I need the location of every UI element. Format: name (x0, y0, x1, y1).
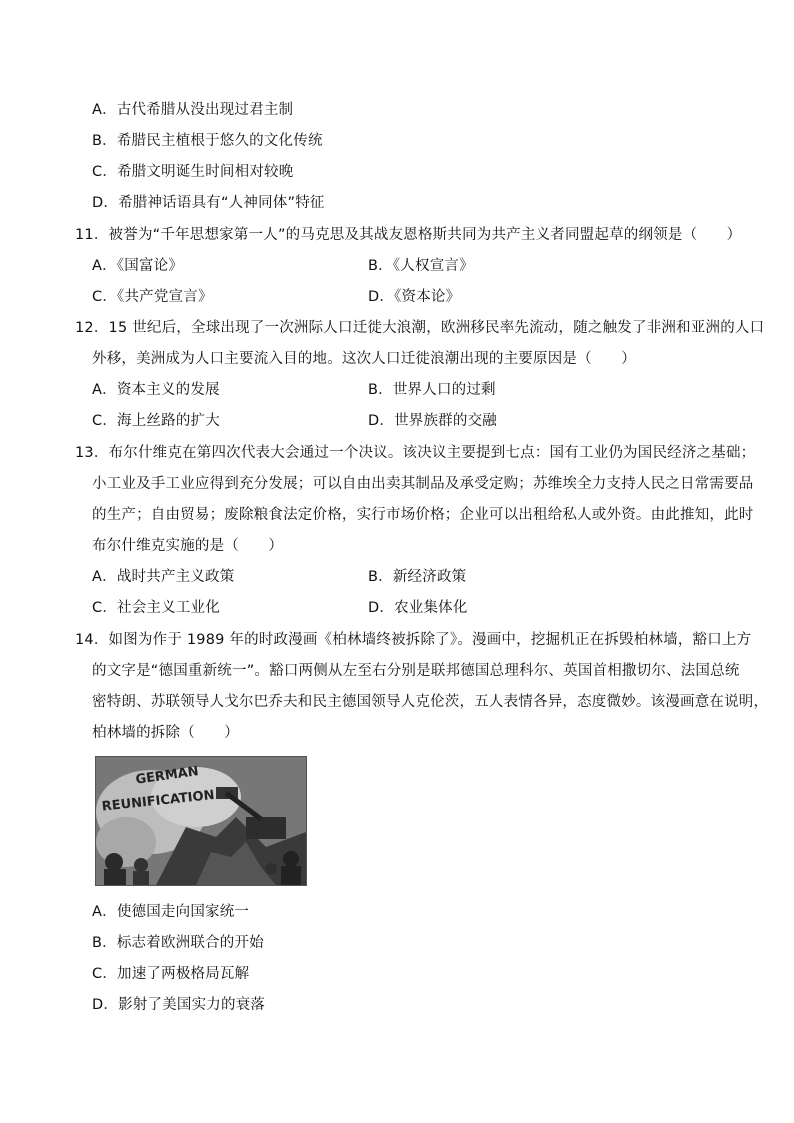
q14-stem-line2: 的文字是“德国重新统一”。豁口两侧从左至右分别是联邦德国总理科尔、英国首相撒切尔、法国总统 (92, 663, 740, 679)
berlin-wall-cartoon-image (95, 756, 307, 886)
q13-option-a: A．战时共产主义政策 (92, 569, 235, 585)
q14-stem-line3: 密特朗、苏联领导人戈尔巴乔夫和民主德国领导人克伦茨，五人表情各异，态度微妙。该漫画意在说明， (92, 694, 769, 710)
q13-option-b: B．新经济政策 (368, 569, 467, 585)
q14-option-c: C．加速了两极格局瓦解 (92, 966, 250, 982)
q14-option-a: A．使德国走向国家统一 (92, 904, 250, 920)
q13-stem-line4: 布尔什维克实施的是（ ） (92, 538, 284, 554)
q11-option-b: B．《人权宣言》 (368, 258, 474, 274)
q10-option-d: D．希腊神话语具有“人神同体”特征 (92, 195, 325, 211)
cartoon-text-reunification: REUNIFICATION (101, 787, 216, 815)
q13-stem-line3: 的生产；自由贸易；废除粮食法定价格，实行市场价格；企业可以出租给私人或外资。由此推知，此时 (92, 507, 754, 523)
q10-option-a: A．古代希腊从没出现过君主制 (92, 102, 294, 118)
q10-option-c: C．希腊文明诞生时间相对较晚 (92, 164, 294, 180)
cartoon-drawing (96, 757, 306, 885)
q13-option-c: C．社会主义工业化 (92, 600, 220, 616)
q12-option-b: B．世界人口的过剩 (368, 382, 496, 398)
q12-option-a: A．资本主义的发展 (92, 382, 220, 398)
q13-option-d: D．农业集体化 (368, 600, 468, 616)
q12-option-d: D．世界族群的交融 (368, 413, 497, 429)
q14-stem-line4: 柏林墙的拆除（ ） (92, 725, 239, 741)
q14-option-b: B．标志着欧洲联合的开始 (92, 935, 264, 951)
q11-stem: 11．被誉为“千年思想家第一人”的马克思及其战友恩格斯共同为共产主义者同盟起草的纲领是（ ） (75, 227, 742, 243)
q14-stem-line1: 14．如图为作于 1989 年的时政漫画《柏林墙终被拆除了》。漫画中，挖掘机正在拆毁柏林墙，豁口上方 (75, 632, 752, 648)
q11-option-c: C．《共产党宣言》 (92, 289, 213, 305)
q13-stem-line1: 13．布尔什维克在第四次代表大会通过一个决议。该决议主要提到七点：国有工业仍为国民经济之基础； (75, 445, 756, 461)
q11-option-a: A．《国富论》 (92, 258, 184, 274)
q14-option-d: D．影射了美国实力的衰落 (92, 997, 266, 1013)
cartoon-text-german: GERMAN (134, 764, 200, 788)
q11-option-d: D．《资本论》 (368, 289, 461, 305)
q12-option-c: C．海上丝路的扩大 (92, 413, 220, 429)
q13-stem-line2: 小工业及手工业应得到充分发展；可以自由出卖其制品及承受定购；苏维埃全力支持人民之日常需要品 (92, 476, 754, 492)
q12-stem-line2: 外移，美洲成为人口主要流入目的地。这次人口迁徙浪潮出现的主要原因是（ ） (92, 351, 636, 367)
q10-option-b: B．希腊民主植根于悠久的文化传统 (92, 133, 323, 149)
q12-stem-line1: 12．15 世纪后，全球出现了一次洲际人口迁徙大浪潮，欧洲移民率先流动，随之触发了非洲和亚洲的人口 (75, 320, 765, 336)
